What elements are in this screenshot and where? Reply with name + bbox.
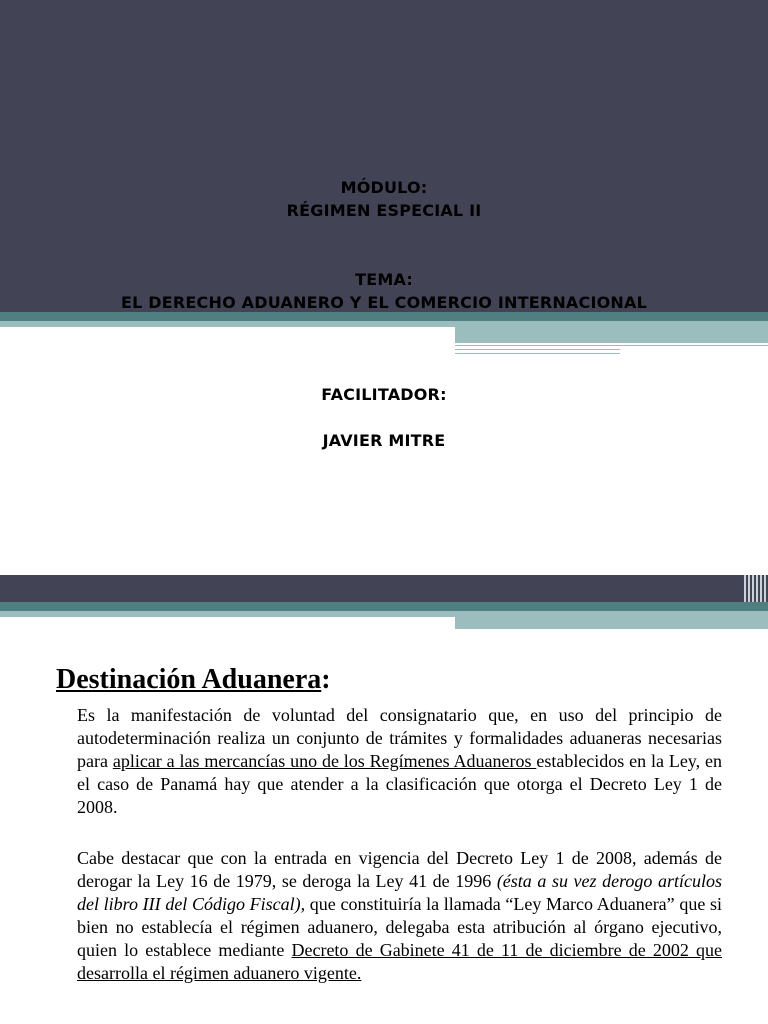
module-label: MÓDULO: xyxy=(340,178,428,197)
content-slide xyxy=(0,575,768,1024)
accent-block xyxy=(455,617,768,629)
underlined-text: aplicar a las mercancías uno de los Regímenes Aduaneros xyxy=(112,751,537,771)
slide-heading xyxy=(56,663,331,697)
divider-line xyxy=(455,345,768,346)
heading-text: Destinación Aduanera xyxy=(56,664,322,695)
text-run: establecidos en la Ley, en el caso de Panamá hay que atender a la clasificación que otorga el Decreto Ley 1 de 2008. xyxy=(77,751,722,817)
topic-title: EL DERECHO ADUANERO Y EL COMERCIO INTERNACIONAL xyxy=(120,293,647,312)
header-band xyxy=(0,575,768,602)
underlined-text: Decreto de Gabinete 41 de 11 de diciembre de 2002 que desarrolla el régimen aduanero vigente. xyxy=(77,940,722,983)
module-title: RÉGIMEN ESPECIAL II xyxy=(286,201,482,220)
header-band xyxy=(0,0,768,312)
divider-line xyxy=(455,353,620,354)
facilitator-label: FACILITADOR: xyxy=(321,385,447,404)
accent-band xyxy=(0,602,768,611)
paragraph-definition xyxy=(77,704,722,819)
heading-colon: : xyxy=(321,664,331,695)
topic-label: TEMA: xyxy=(355,270,413,289)
text-run: Cabe destacar que con la entrada en vigencia del Decreto Ley 1 de 2008, además de derogar la Ley 16 de 1979, se deroga la Ley 41 de 1996 xyxy=(77,848,722,891)
divider-line xyxy=(455,349,620,350)
paragraph-legislation xyxy=(77,847,722,985)
text-run: Es la manifestación de voluntad del consignatario que, en uso del principio de autodeterminación realiza un conjunto de trámites y formalidades aduaneras necesarias para xyxy=(77,705,722,771)
italic-text: (ésta a su vez derogo artículos del libro III del Código Fiscal), xyxy=(77,871,722,914)
facilitator-name: JAVIER MITRE xyxy=(322,431,446,450)
text-run: que constituiría la llamada “Ley Marco Aduanera” que si bien no establecía el régimen aduanero, delegaba esta atribución al órgano ejecutivo, quien lo establece mediante xyxy=(77,894,722,960)
accent-block xyxy=(455,327,768,343)
